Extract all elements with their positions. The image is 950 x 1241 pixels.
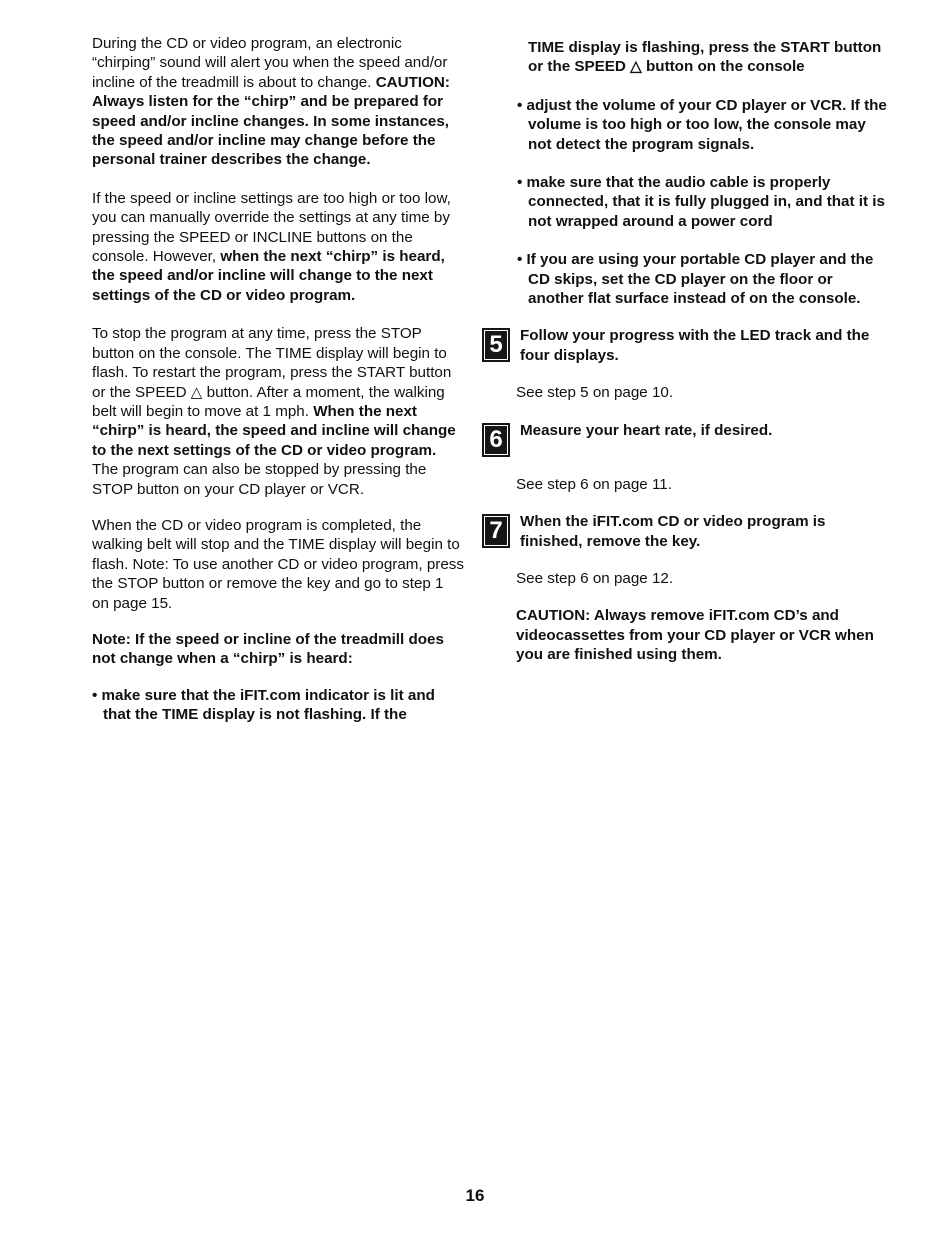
completed-paragraph: When the CD or video program is completed, the walking belt will stop and the TIME display will begin to flash. Note: To use another CD or video program, press the STOP button or remove the key and go to step 1 on page 15. <box>92 516 464 612</box>
step-heading: Measure your heart rate, if desired. <box>520 421 773 439</box>
stop-paragraph <box>92 324 464 499</box>
bullet-audio-cable: • make sure that the audio cable is properly connected, that it is fully plugged in, and that it is not wrapped around a power cord <box>517 174 885 230</box>
step-7 <box>482 512 887 551</box>
remove-cd-caution: CAUTION: Always remove iFIT.com CD’s and videocassettes from your CD player or VCR when you are finished using them. <box>516 607 874 664</box>
step-heading: When the iFIT.com CD or video program is finished, remove the key. <box>520 513 826 550</box>
stop-text: To stop the program at any time, press the STOP button on the console. The TIME display will begin to flash. To restart the program, press the START button or the SPEED △ button. After a moment, the walking belt will begin to move at 1 mph. <box>92 325 452 420</box>
step-heading: Follow your progress with the LED track and the four displays. <box>520 327 870 364</box>
bullet-cd-skips: • If you are using your portable CD player and the CD skips, set the CD player on the floor or another flat surface instead of on the console. <box>517 251 874 308</box>
page-number: 16 <box>465 1186 485 1205</box>
stop-bold: When the next “chirp” is heard, the speed and incline will change to the next settings of the CD or video program. <box>92 402 456 459</box>
chirp-caution: CAUTION: Always listen for the “chirp” and be prepared for speed and/or incline changes. In some instances, the speed and/or incline may change before the personal trainer describes the change. <box>92 73 450 169</box>
right-column <box>482 34 887 665</box>
troubleshoot-note: Note: If the speed or incline of the treadmill does not change when a “chirp” is heard: <box>92 630 444 668</box>
override-text: If the speed or incline settings are too high or too low, you can manually override the settings at any time by pressing the SPEED or INCLINE buttons on the console. However, <box>92 189 451 266</box>
override-paragraph <box>92 189 464 305</box>
chirp-intro <box>92 34 464 170</box>
step-reference: See step 6 on page 12. <box>516 569 674 587</box>
step-number-badge: 6 <box>482 423 510 457</box>
step-number-badge: 7 <box>482 514 510 548</box>
bullet-volume: • adjust the volume of your CD player or VCR. If the volume is too high or too low, the console may not detect the program signals. <box>517 96 887 153</box>
stop-end: The program can also be stopped by pressing the STOP button on your CD player or VCR. <box>92 461 427 498</box>
bullet-indicator: • make sure that the iFIT.com indicator is lit and that the TIME display is not flashing. If the <box>92 686 435 724</box>
chirp-intro-text: During the CD or video program, an electronic “chirping” sound will alert you when the speed and/or incline of the treadmill is about to change. <box>92 35 448 91</box>
step-reference: See step 6 on page 11. <box>516 475 672 493</box>
step-reference: See step 5 on page 10. <box>516 384 674 402</box>
left-column <box>92 34 464 725</box>
step-6 <box>482 421 887 457</box>
step-5 <box>482 326 887 365</box>
bullet-indicator-cont: TIME display is flashing, press the START button or the SPEED △ button on the console <box>528 39 882 76</box>
step-number-badge: 5 <box>482 328 510 362</box>
override-bold: when the next “chirp” is heard, the speed and/or incline will change to the next settings of the CD or video program. <box>92 248 445 304</box>
